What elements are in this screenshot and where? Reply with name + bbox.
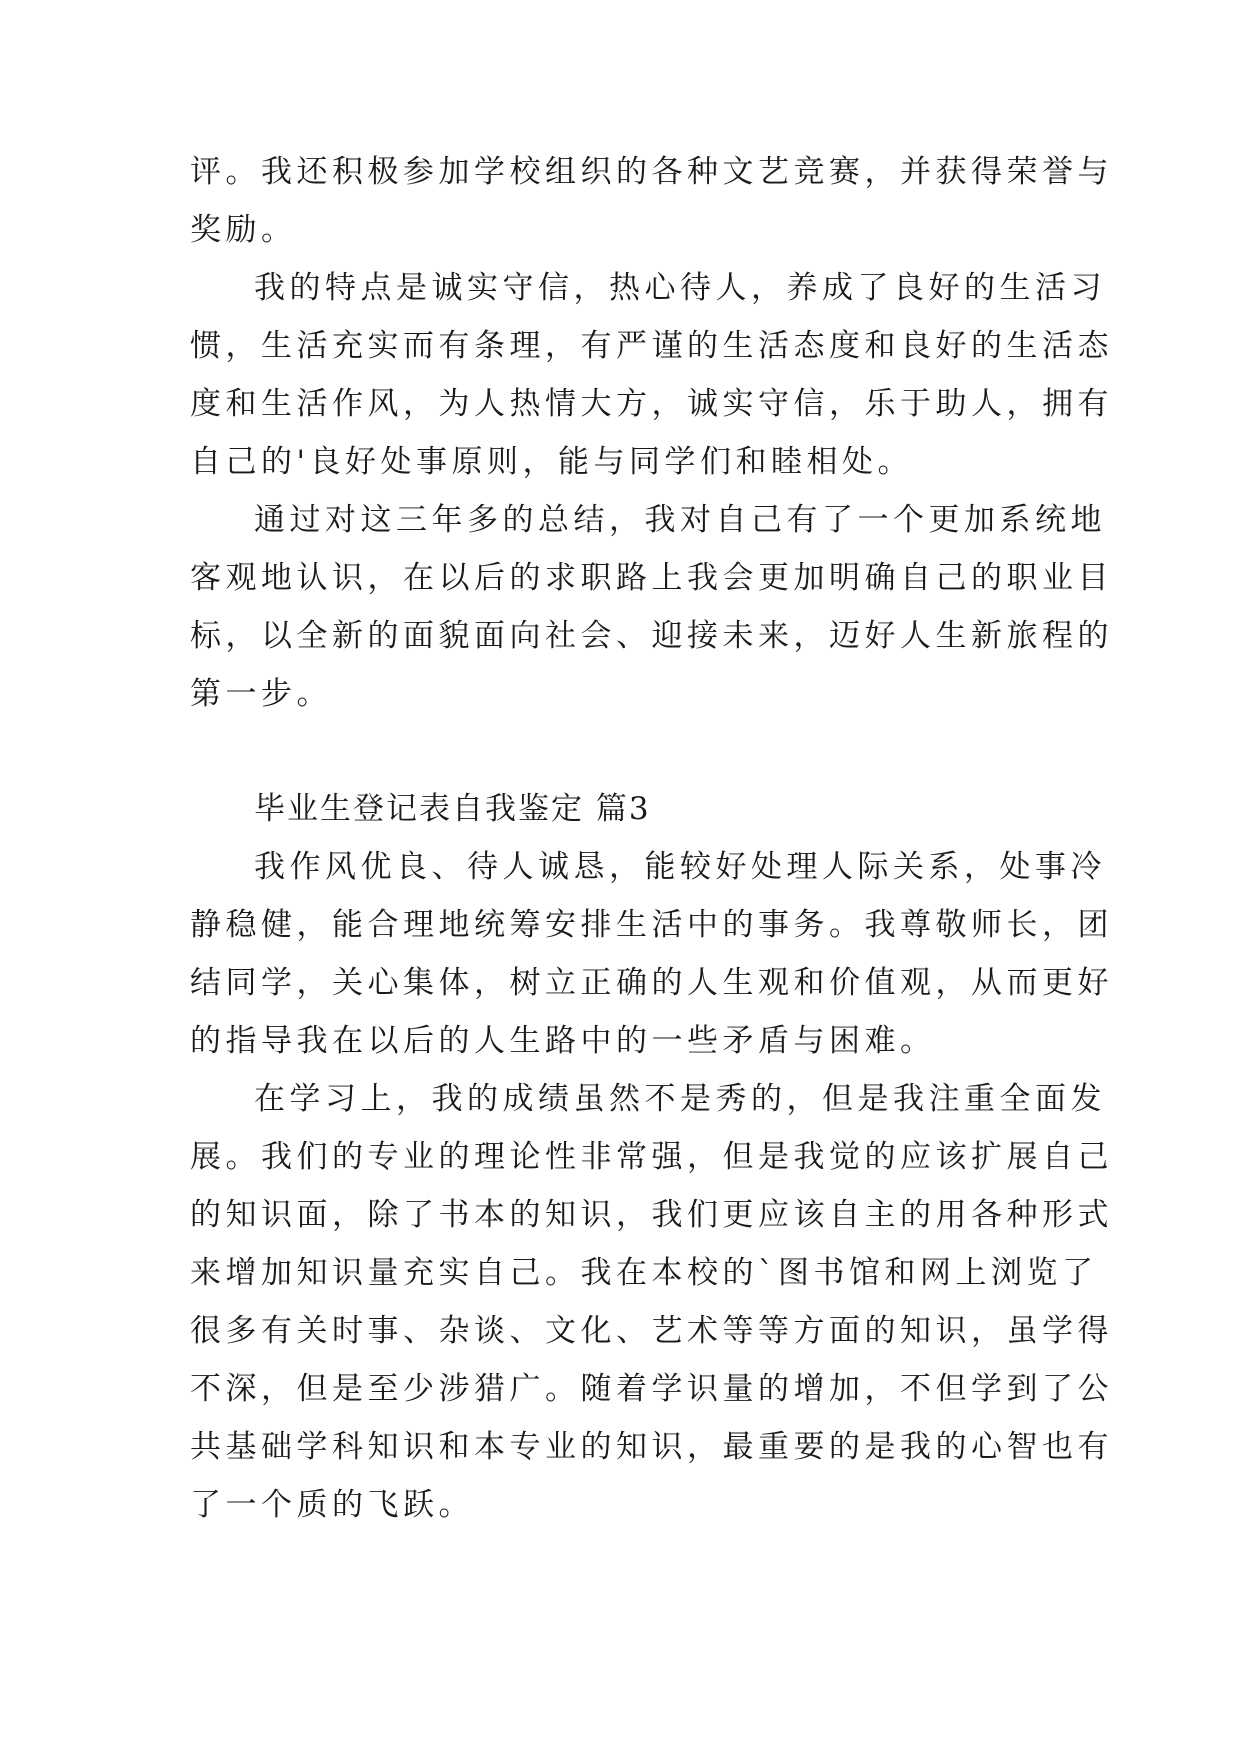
paragraph-line: 静稳健，能合理地统筹安排生活中的事务。我尊敬师长，团 <box>190 907 1113 943</box>
paragraph-line: 不深，但是至少涉猎广。随着学识量的增加，不但学到了公 <box>190 1371 1113 1407</box>
paragraph-line: 来增加知识量充实自己。我在本校的`图书馆和网上浏览了 <box>190 1255 1098 1291</box>
paragraph-line: 奖励。 <box>190 212 297 248</box>
paragraph-line: 的指导我在以后的人生路中的一些矛盾与困难。 <box>190 1023 936 1059</box>
paragraph-line: 在学习上，我的成绩虽然不是秀的，但是我注重全面发 <box>254 1081 1106 1117</box>
paragraph-line: 评。我还积极参加学校组织的各种文艺竞赛，并获得荣誉与 <box>190 154 1113 190</box>
paragraph-line: 展。我们的专业的理论性非常强，但是我觉的应该扩展自己 <box>190 1139 1113 1175</box>
paragraph-line: 共基础学科知识和本专业的知识，最重要的是我的心智也有 <box>190 1429 1113 1465</box>
paragraph-line: 很多有关时事、杂谈、文化、艺术等等方面的知识，虽学得 <box>190 1313 1113 1349</box>
paragraph-line: 结同学，关心集体，树立正确的人生观和价值观，从而更好 <box>190 965 1113 1001</box>
paragraph-line: 惯，生活充实而有条理，有严谨的生活态度和良好的生活态 <box>190 328 1113 364</box>
paragraph-line: 通过对这三年多的总结，我对自己有了一个更加系统地 <box>254 502 1106 538</box>
paragraph-line: 自己的'良好处事原则，能与同学们和睦相处。 <box>190 444 914 480</box>
section-heading: 毕业生登记表自我鉴定 篇3 <box>254 791 651 827</box>
paragraph-line: 标，以全新的面貌面向社会、迎接未来，迈好人生新旅程的 <box>190 618 1113 654</box>
paragraph-line: 我的特点是诚实守信，热心待人，养成了良好的生活习 <box>254 270 1106 306</box>
paragraph-line: 客观地认识，在以后的求职路上我会更加明确自己的职业目 <box>190 560 1113 596</box>
paragraph-line: 第一步。 <box>190 676 332 712</box>
paragraph-line: 度和生活作风，为人热情大方，诚实守信，乐于助人，拥有 <box>190 386 1113 422</box>
paragraph-line: 我作风优良、待人诚恳，能较好处理人际关系，处事冷 <box>254 849 1106 885</box>
paragraph-line: 了一个质的飞跃。 <box>190 1487 474 1523</box>
paragraph-line: 的知识面，除了书本的知识，我们更应该自主的用各种形式 <box>190 1197 1113 1233</box>
